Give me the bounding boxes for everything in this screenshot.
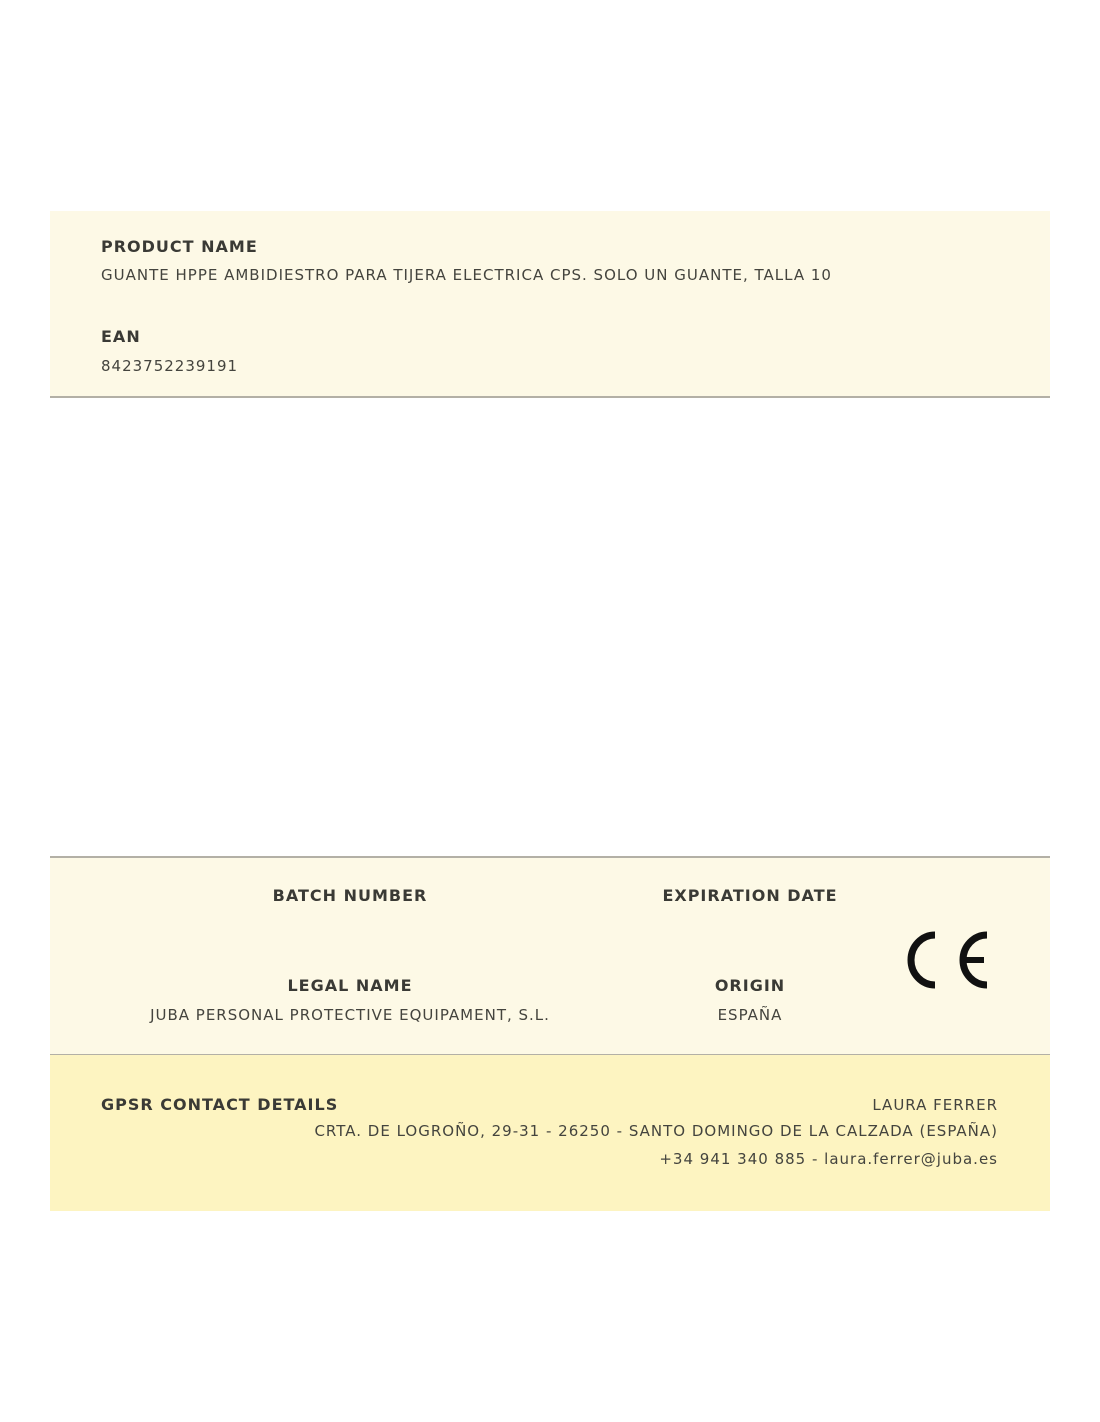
origin-value: ESPAÑA: [717, 1006, 783, 1024]
contact-phone-email: +34 941 340 885 - laura.ferrer@juba.es: [659, 1150, 998, 1168]
ean-value: 8423752239191: [101, 357, 239, 375]
expiration-date-cell: [600, 886, 900, 916]
manufacturer-info-section: [50, 856, 1050, 1056]
product-name-value: GUANTE HPPE AMBIDIESTRO PARA TIJERA ELECTRICA CPS. SOLO UN GUANTE, TALLA 10: [101, 266, 832, 284]
contact-details: [314, 1095, 998, 1173]
gpsr-contact-section: [50, 1055, 1050, 1211]
expiration-date-label: EXPIRATION DATE: [662, 886, 838, 905]
contact-address: CRTA. DE LOGROÑO, 29-31 - 26250 - SANTO DOMINGO DE LA CALZADA (ESPAÑA): [314, 1122, 998, 1140]
origin-label: ORIGIN: [714, 976, 786, 995]
product-name-label: PRODUCT NAME: [101, 237, 258, 256]
batch-number-label: BATCH NUMBER: [272, 886, 428, 905]
origin-cell: [600, 976, 900, 1024]
gpsr-contact-label: GPSR CONTACT DETAILS: [101, 1095, 339, 1114]
legal-name-label: LEGAL NAME: [287, 976, 413, 995]
legal-name-cell: [100, 976, 600, 1024]
ean-label: EAN: [101, 327, 141, 346]
batch-number-cell: [200, 886, 500, 916]
legal-name-value: JUBA PERSONAL PROTECTIVE EQUIPAMENT, S.L.: [150, 1006, 550, 1024]
contact-name: LAURA FERRER: [872, 1096, 998, 1114]
ce-mark-icon: [905, 928, 995, 992]
product-info-section: [50, 211, 1050, 398]
